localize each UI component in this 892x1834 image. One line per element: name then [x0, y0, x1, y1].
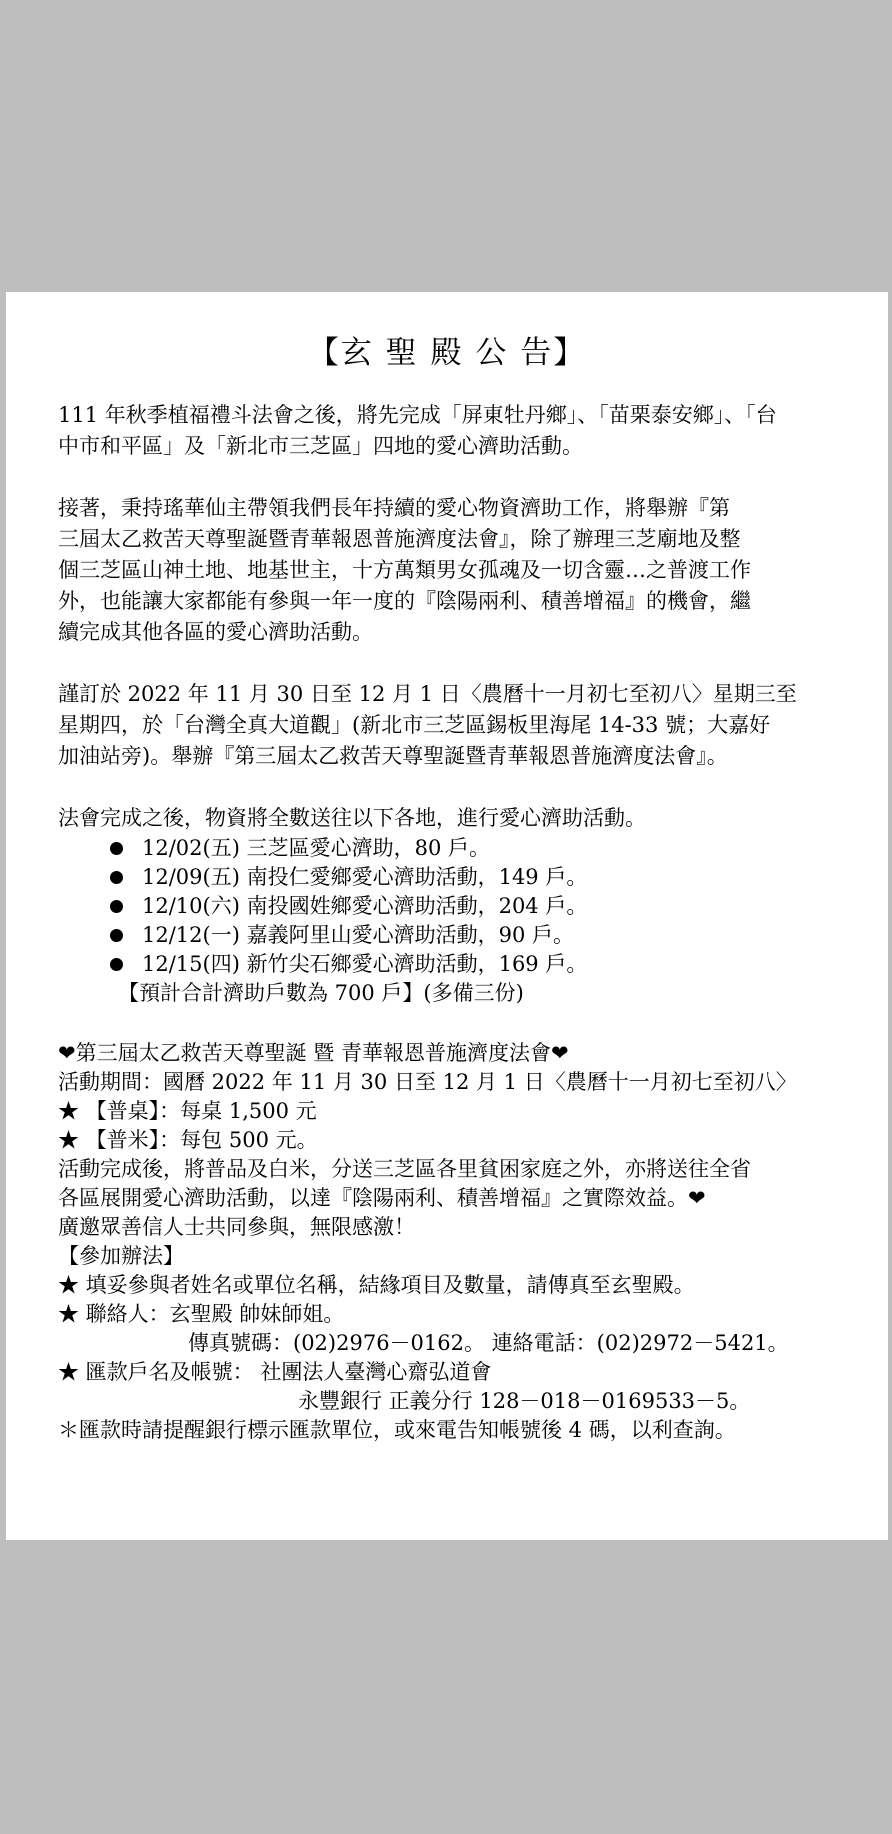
- bullet-icon: [110, 842, 123, 855]
- remittance-note: ＊匯款時請提醒銀行標示匯款單位，或來電告知帳號後 4 碼，以利查詢。: [58, 1418, 736, 1442]
- event-section: [58, 1039, 836, 1445]
- announcement-document: [6, 292, 888, 1540]
- text-line: 續完成其他各區的愛心濟助活動。: [58, 620, 373, 644]
- list-item: 12/15(四) 新竹尖石鄉愛心濟助活動，169 戶。: [58, 950, 836, 979]
- page-title: 【玄 聖 殿 公 告】: [307, 335, 587, 371]
- event-description: 各區展開愛心濟助活動，以達『陰陽兩利、積善增福』之實際效益。❤: [58, 1186, 706, 1210]
- list-item: 12/10(六) 南投國姓鄉愛心濟助活動，204 戶。: [58, 892, 836, 921]
- text-line: 111 年秋季植福禮斗法會之後，將先完成「屏東牡丹鄉」、「苗栗泰安鄉」、「台: [58, 403, 777, 427]
- text-line: 外，也能讓大家都能有參與一年一度的『陰陽兩利、積善增福』的機會，繼: [58, 589, 751, 613]
- account-bank: 永豐銀行 正義分行 128－018－0169533－5。: [298, 1389, 751, 1413]
- bullet-icon: [110, 900, 123, 913]
- text-line: 星期四，於「台灣全真大道觀」(新北市三芝區錫板里海尾 14-33 號；大嘉好: [58, 713, 771, 737]
- bullet-icon: [110, 958, 123, 971]
- method-heading: 【參加辦法】: [58, 1244, 184, 1268]
- intro-paragraph: [58, 400, 836, 462]
- list-item: 12/12(一) 嘉義阿里山愛心濟助活動，90 戶。: [58, 921, 836, 950]
- text-line: 三屆太乙救苦天尊聖誕暨青華報恩普施濟度法會』，除了辦理三芝廟地及整: [58, 527, 741, 551]
- schedule-total: 【預計合計濟助戶數為 700 戶】(多備三份): [118, 981, 524, 1005]
- list-item: 12/09(五) 南投仁愛鄉愛心濟助活動，149 戶。: [58, 863, 836, 892]
- text-line: 謹訂於 2022 年 11 月 30 日至 12 月 1 日〈農曆十一月初七至初八〉星期三至: [58, 682, 797, 706]
- text-line: 中市和平區」及「新北市三芝區」四地的愛心濟助活動。: [58, 434, 583, 458]
- offering-table-item: ★ 【普桌】：每桌 1,500 元: [58, 1099, 317, 1123]
- schedule-intro: 法會完成之後，物資將全數送往以下各地，進行愛心濟助活動。: [58, 806, 646, 830]
- event-heading: ❤第三屆太乙救苦天尊聖誕 暨 青華報恩普施濟度法會❤: [58, 1041, 569, 1065]
- bullet-icon: [110, 929, 123, 942]
- invitation-text: 廣邀眾善信人士共同參與，無限感激！: [58, 1215, 415, 1239]
- event-description: 活動完成後，將普品及白米，分送三芝區各里貧困家庭之外，亦將送往全省: [58, 1157, 751, 1181]
- paragraph-3: [58, 679, 836, 772]
- list-item: 12/02(五) 三芝區愛心濟助，80 戶。: [58, 834, 836, 863]
- offering-rice-item: ★ 【普米】：每包 500 元。: [58, 1128, 318, 1152]
- event-period: 活動期間：國曆 2022 年 11 月 30 日至 12 月 1 日〈農曆十一月初七至初八〉: [58, 1070, 797, 1094]
- bullet-icon: [110, 871, 123, 884]
- paragraph-2: [58, 493, 836, 648]
- contact-person: ★ 聯絡人：玄聖殿 帥妹師姐。: [58, 1302, 345, 1326]
- schedule-list: [58, 834, 836, 979]
- method-step: ★ 填妥參與者姓名或單位名稱，結緣項目及數量，請傳真至玄聖殿。: [58, 1273, 695, 1297]
- schedule-section: [58, 803, 836, 1008]
- text-line: 個三芝區山神土地、地基世主，十方萬類男女孤魂及一切含靈…之普渡工作: [58, 558, 751, 582]
- text-line: 加油站旁)。舉辦『第三屆太乙救苦天尊聖誕暨青華報恩普施濟度法會』。: [58, 744, 728, 768]
- account-name: ★ 匯款戶名及帳號： 社團法人臺灣心齋弘道會: [58, 1360, 492, 1384]
- text-line: 接著，秉持瑤華仙主帶領我們長年持續的愛心物資濟助工作，將舉辦『第: [58, 496, 730, 520]
- contact-phones: 傳真號碼：(02)2976－0162。 連絡電話：(02)2972－5421。: [188, 1331, 789, 1355]
